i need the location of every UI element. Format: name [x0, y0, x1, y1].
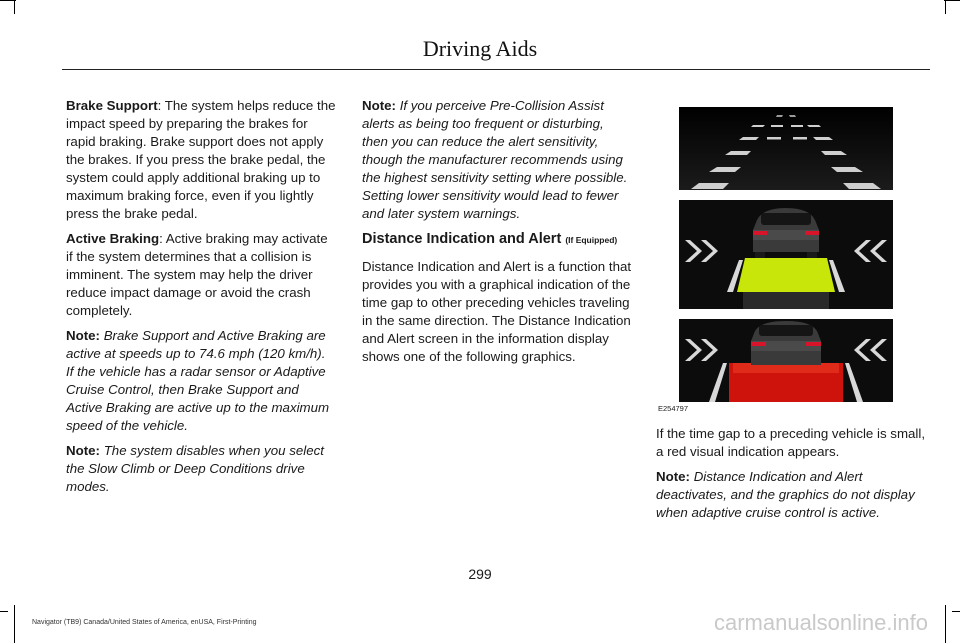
note-label: Note:	[362, 98, 396, 113]
page-title: Driving Aids	[422, 36, 538, 61]
note-sensitivity	[362, 97, 632, 223]
column-right	[656, 425, 926, 529]
figure-code: E254797	[658, 404, 689, 413]
note-label: Note:	[66, 443, 100, 458]
note-text: Brake Support and Active Braking are active at speeds up to 74.6 mph (120 km/h). If the vehicle has a radar sensor or Adaptive Cruise Control, then Brake Support and Active Braking are active up to the maximum speed of the vehicle.	[66, 328, 330, 433]
paragraph-distance-indication: Distance Indication and Alert is a function that provides you with a graphical indication of the time gap to other preceding vehicles traveling in the same direction. The Distance Indication and Alert screen in the information display shows one of the following graphics.	[362, 259, 632, 364]
crop-mark	[945, 605, 946, 643]
crop-mark	[14, 605, 15, 643]
car-icon	[753, 208, 819, 258]
crop-mark	[945, 0, 946, 14]
watermark: carmanualsonline.info	[713, 610, 928, 635]
note-text: The system disables when you select the Slow Climb or Deep Conditions drive modes.	[66, 443, 324, 494]
column-middle	[362, 97, 632, 373]
paragraph-text: : Active braking may activate if the system determines that a collision is imminent. The system may help the driver reduce impact damage or avoid the crash completely.	[66, 231, 328, 318]
paragraph-red-indication: If the time gap to a preceding vehicle is small, a red visual indication appears.	[656, 426, 926, 459]
note-drive-modes	[66, 442, 336, 496]
section-heading	[362, 230, 632, 249]
heading-text: Distance Indication and Alert	[362, 231, 562, 247]
paragraph-brake-support	[66, 97, 336, 223]
header-rule	[62, 69, 930, 70]
column-left	[66, 97, 336, 503]
figure-panel-green-gap	[679, 200, 893, 309]
footer-text: Navigator (TB9) Canada/United States of America, enUSA, First-Printing	[32, 619, 257, 626]
note-deactivates	[656, 468, 926, 522]
heading-suffix: (If Equipped)	[565, 235, 618, 245]
term-label: Brake Support	[66, 98, 158, 113]
figure-panel-empty-road	[679, 107, 893, 190]
note-text: Distance Indication and Alert deactivates, and the graphics do not display when adaptive cruise control is active.	[656, 469, 915, 520]
page-number: 299	[468, 566, 492, 582]
vehicle-red-graphic	[679, 319, 893, 402]
car-icon	[751, 321, 821, 365]
figure-panel-red-gap	[679, 319, 893, 402]
crop-mark	[944, 0, 960, 1]
note-label: Note:	[66, 328, 100, 343]
crop-mark	[952, 611, 960, 612]
note-label: Note:	[656, 469, 690, 484]
crop-mark	[0, 611, 8, 612]
crop-mark	[14, 0, 15, 14]
paragraph-active-braking	[66, 230, 336, 320]
note-speed	[66, 327, 336, 435]
vehicle-green-graphic	[679, 200, 893, 309]
note-text: If you perceive Pre-Collision Assist alerts as being too frequent or disturbing, then you can reduce the alert sensitivity, though the manufacturer recommends using the highest sensitivity setting where possible. Setting lower sensitivity would lead to fewer and later system warnings.	[362, 98, 628, 221]
term-label: Active Braking	[66, 231, 160, 246]
road-graphic	[679, 107, 893, 190]
paragraph-text: : The system helps reduce the impact speed by preparing the brakes for rapid braking. Brake support does not apply the brakes. If you press the brake pedal, the system could apply additional braking up to maximum braking force, even if you lightly press the brake pedal.	[66, 98, 336, 221]
